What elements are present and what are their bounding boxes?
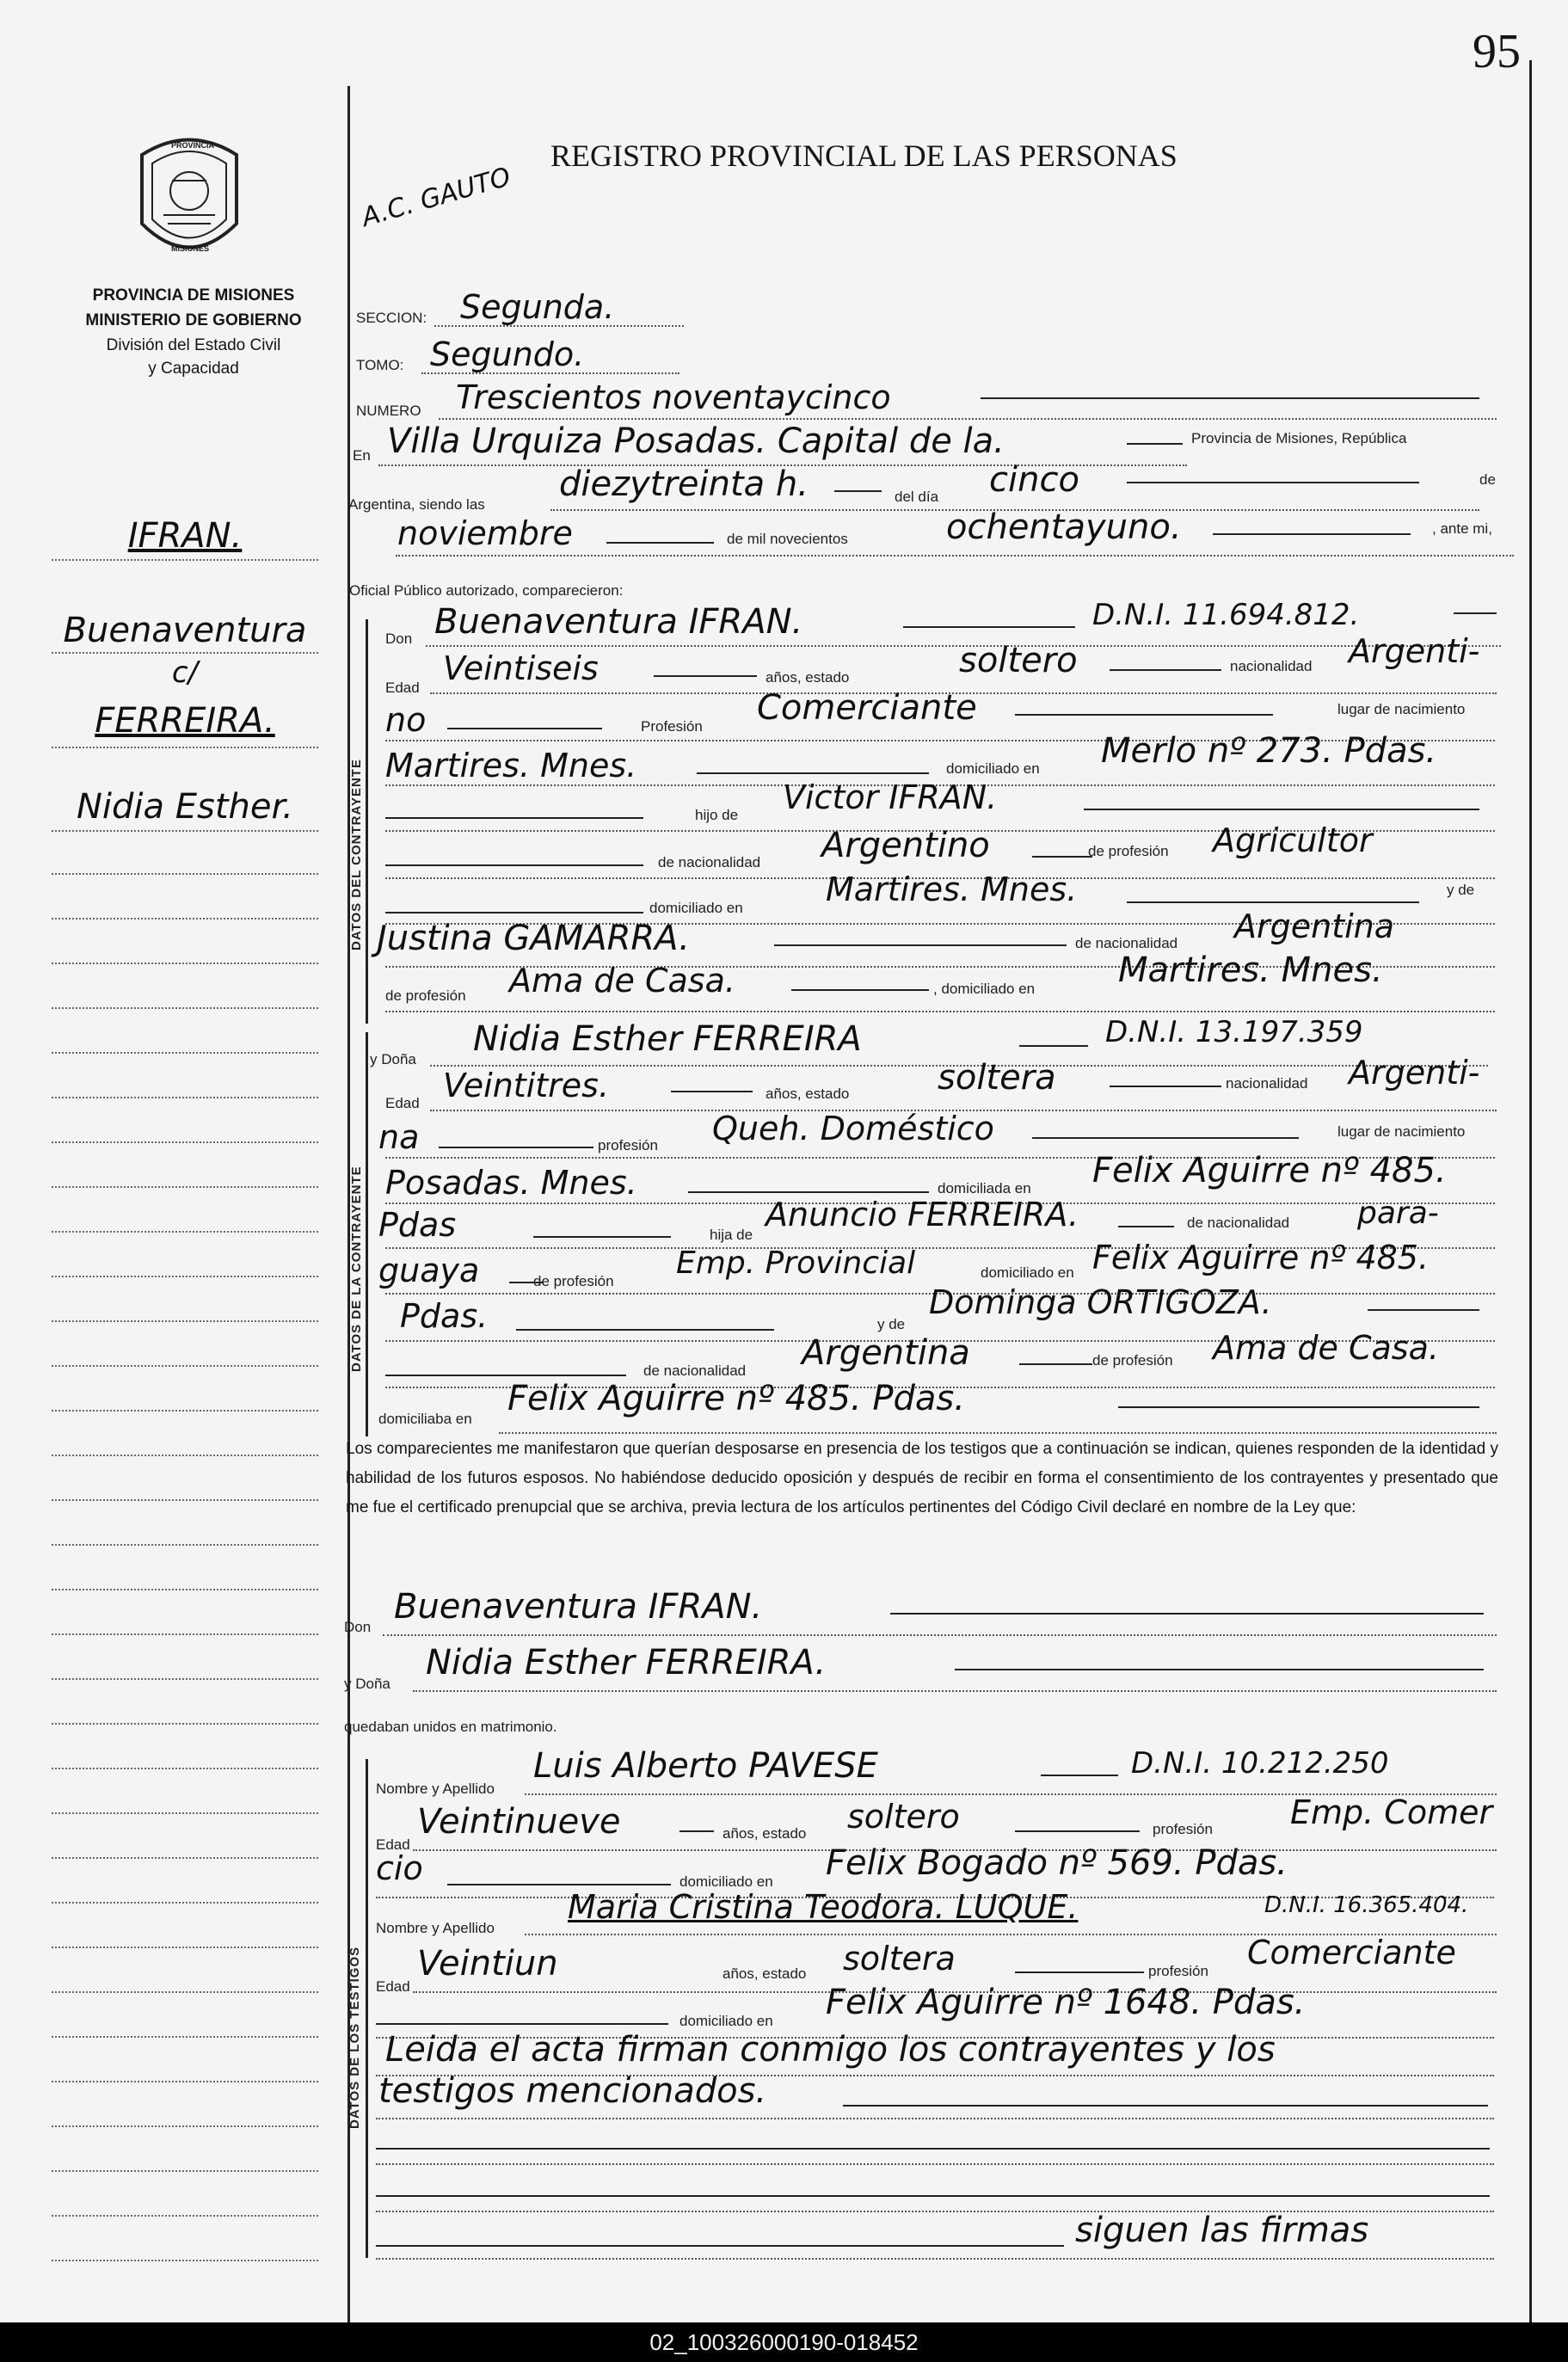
- province-heading: PROVINCIA DE MISIONES: [92, 286, 295, 304]
- contrayente-box-line: [366, 619, 368, 1024]
- contrayenta-madre-nac-label: de nacionalidad: [643, 1362, 747, 1379]
- ministry-heading: MINISTERIO DE GOBIERNO: [85, 311, 302, 329]
- t1-edad-dash: [679, 1830, 714, 1832]
- final-line-2: testigos mencionados.: [378, 2071, 767, 2111]
- t2-dom: Felix Aguirre nº 1648. Pdas.: [826, 1983, 1306, 2022]
- tomo-dots: [421, 372, 679, 374]
- seccion-dots: [434, 325, 684, 327]
- contrayente-edad: Veintiseis: [443, 649, 599, 687]
- contrayente-domicilio: Merlo nº 273. Pdas.: [1101, 731, 1437, 771]
- margin-rule: [52, 2170, 318, 2172]
- seccion-label: SECCION:: [356, 310, 427, 326]
- margin-rule: [52, 1902, 318, 1904]
- nacionalidad-label: nacionalidad: [1230, 658, 1313, 674]
- contrayenta-dom-label: domiciliada en: [938, 1180, 1031, 1196]
- contrayente-dni: D.N.I. 11.694.812.: [1092, 598, 1360, 632]
- numero-dash: [981, 397, 1479, 399]
- lugar-nac-dash: [697, 772, 929, 774]
- t1-nombre-dash: [1041, 1775, 1118, 1776]
- madre-prof-dash: [791, 989, 929, 991]
- padre-nac-dash-a: [385, 864, 643, 866]
- contrayenta-madre-prof-label: de profesión: [1092, 1352, 1173, 1369]
- numero-value: Trescientos noventaycinco: [456, 378, 891, 416]
- contrayenta-domicilio: Felix Aguirre nº 485.: [1092, 1151, 1447, 1190]
- oficial-label: Oficial Público autorizado, comparecieron:: [349, 582, 624, 599]
- t2-estado: soltera: [843, 1940, 956, 1978]
- padre-dom-dash-a: [385, 912, 643, 913]
- margin-rule: [52, 1231, 318, 1233]
- contrayenta-nacionalidad-a: Argenti-: [1349, 1054, 1480, 1092]
- contrayente-madre-dom: Martires. Mnes.: [1118, 950, 1383, 990]
- tomo-label: TOMO:: [356, 357, 404, 373]
- final-line-2-dash: [843, 2105, 1488, 2107]
- contrayenta-edad: Veintitres.: [443, 1067, 610, 1104]
- padre-dom-label: domiciliado en: [649, 900, 743, 916]
- margin-rule: [52, 2260, 318, 2261]
- margin-rule: [52, 2215, 318, 2217]
- margin-line-2: [52, 652, 318, 654]
- margin-rule: [52, 1052, 318, 1054]
- contrayenta-prof-label: profesión: [598, 1137, 658, 1153]
- t1-edad-label: Edad: [376, 1836, 410, 1853]
- numero-label: NUMERO: [356, 403, 421, 419]
- statement-dona-dots: [413, 1690, 1497, 1692]
- t1-edad: Veintinueve: [417, 1802, 621, 1842]
- margin-name-5: Nidia Esther.: [76, 787, 293, 827]
- mes-dots: [396, 555, 1514, 557]
- t2-prof: Comerciante: [1247, 1934, 1456, 1971]
- profesion-dash: [1015, 714, 1273, 716]
- blank-dots-1: [376, 2163, 1494, 2165]
- statement-dona-label: y Doña: [344, 1676, 390, 1692]
- contrayente-lugar-nac: Martires. Mnes.: [385, 747, 637, 784]
- nac-b-dash: [447, 728, 602, 729]
- ante-label: , ante mi,: [1432, 520, 1492, 537]
- statement-don-label: Don: [344, 1619, 372, 1635]
- blank-line-2: [376, 2195, 1490, 2197]
- contrayenta-padre-dom-b: Pdas.: [400, 1297, 489, 1335]
- dia-dash: [1127, 482, 1419, 483]
- contrayenta-box-line: [366, 1032, 368, 1436]
- contrayente-estado-dash: [1110, 669, 1221, 671]
- hijo-dash: [385, 817, 643, 819]
- contrayente-madre: Justina GAMARRA.: [377, 919, 691, 958]
- contrayenta-madre-nac-dash-b: [1019, 1363, 1092, 1365]
- lugar-dash: [1127, 443, 1183, 445]
- statement-dona: Nidia Esther FERREIRA.: [426, 1643, 827, 1682]
- margin-name-4: FERREIRA.: [95, 701, 275, 741]
- mes-dash: [606, 542, 714, 544]
- numero-dots: [439, 418, 1497, 420]
- margin-name-1: IFRAN.: [127, 516, 243, 556]
- margin-rule: [52, 1947, 318, 1948]
- division-line1: División del Estado Civil: [106, 336, 281, 354]
- madre-prof-dots: [385, 1011, 1495, 1012]
- contrayenta-padre-prof-label: de profesión: [533, 1273, 614, 1289]
- contrayenta-madre: Dominga ORTIGOZA.: [929, 1283, 1272, 1321]
- y-de-label: y de: [1447, 882, 1475, 898]
- contrayente-estado: soltero: [959, 641, 1078, 680]
- anio-label: de mil novecientos: [727, 531, 848, 547]
- contrayente-profesion: Comerciante: [757, 688, 977, 728]
- contrayente-madre-nac: Argentina: [1234, 907, 1395, 945]
- anios-estado-label: años, estado: [766, 669, 850, 686]
- margin-line-4: [52, 830, 318, 832]
- margin-rule: [52, 1857, 318, 1859]
- madre-dash: [774, 944, 1067, 946]
- en-label: En: [353, 447, 371, 464]
- hora-dash: [834, 490, 882, 492]
- margin-rule: [52, 1097, 318, 1098]
- statement-closing: quedaban unidos en matrimonio.: [344, 1719, 557, 1735]
- contrayente-padre-prof: Agricultor: [1213, 821, 1373, 859]
- t2-dom-dash-a: [376, 2023, 668, 2025]
- contrayente-section-label: DATOS DEL CONTRAYENTE: [349, 759, 364, 950]
- contrayenta-nacionalidad-b: na: [378, 1118, 420, 1156]
- t1-estado-dash: [1015, 1830, 1140, 1832]
- final-line-1: Leida el acta firman conmigo los contrayentes y los: [385, 2030, 1276, 2070]
- contrayenta-madre-dom-dash: [1118, 1406, 1479, 1408]
- contrayenta-nac-b-dash: [439, 1147, 593, 1148]
- blank-line-1: [376, 2148, 1490, 2150]
- margin-rule: [52, 918, 318, 920]
- contrayente-padre-nac: Argentino: [821, 826, 990, 865]
- mes-value: noviembre: [397, 514, 573, 552]
- contrayenta-padre-prof: Emp. Provincial: [676, 1246, 916, 1281]
- t2-anios-label: años, estado: [723, 1965, 807, 1982]
- t1-prof-label: profesión: [1153, 1821, 1213, 1837]
- madre-prof-label: de profesión: [385, 987, 466, 1004]
- contrayenta-nac-label: nacionalidad: [1226, 1075, 1308, 1092]
- padre-nac-label: de nacionalidad: [658, 854, 761, 870]
- t1-prof-b-dash: [447, 1884, 671, 1885]
- t2-estado-dash: [1015, 1971, 1144, 1973]
- t1-nombre-label: Nombre y Apellido: [376, 1781, 495, 1797]
- page-number: 95: [1473, 25, 1521, 78]
- t1-anios-label: años, estado: [723, 1825, 807, 1842]
- contrayenta-nombre-dash: [1019, 1045, 1088, 1047]
- margin-rule: [52, 2036, 318, 2038]
- margin-rule: [52, 1499, 318, 1501]
- contrayenta-estado: soltera: [938, 1058, 1056, 1098]
- margin-rule: [52, 2125, 318, 2127]
- contrayenta-lugar-label: lugar de nacimiento: [1337, 1123, 1466, 1140]
- stamp-annotation: A.C. GAUTO: [358, 162, 514, 233]
- tomo-value: Segundo.: [430, 335, 585, 373]
- statement-paragraph: Los comparecientes me manifestaron que querían desposarse en presencia de los testigos que a continuación se indican, quienes responden de la identidad y habilidad de los futuros esposos. No habiéndose deducido oposición y después de recibir en forma el consentimiento de los contrayentes y presentado que me fue el certificado prenupcial que se archiva, previa lectura de los artículos pertinentes del Código Civil declaré en nombre de la Ley que:: [346, 1440, 1498, 1516]
- argentina-label: Argentina, siendo las: [348, 496, 485, 513]
- contrayenta-padre-nac-b: guaya: [378, 1252, 480, 1289]
- t1-dom-label: domiciliado en: [679, 1873, 773, 1890]
- t2-edad: Veintiun: [417, 1944, 558, 1984]
- contrayenta-madre-nac-dash-a: [385, 1375, 626, 1376]
- contrayenta-anios-label: años, estado: [766, 1086, 850, 1102]
- t1-dni: D.N.I. 10.212.250: [1131, 1746, 1389, 1781]
- contrayenta-padre-dom-b-dash: [516, 1329, 774, 1331]
- margin-rule: [52, 1768, 318, 1769]
- lugar-nac-label: lugar de nacimiento: [1337, 701, 1466, 717]
- margin-rule: [52, 1365, 318, 1367]
- contrayente-nacionalidad-b: no: [385, 701, 427, 739]
- contrayente-nacionalidad-a: Argenti-: [1349, 632, 1480, 670]
- contrayente-dni-dash: [1454, 612, 1497, 614]
- document-title: REGISTRO PROVINCIAL DE LAS PERSONAS: [550, 138, 1178, 173]
- testigos-box-line: [366, 1759, 368, 2258]
- contrayenta-nombre: Nidia Esther FERREIRA: [473, 1019, 862, 1059]
- contrayenta-prof-dash: [1032, 1137, 1299, 1139]
- hijo-label: hijo de: [695, 807, 739, 823]
- contrayenta-y-de-label: y de: [877, 1316, 906, 1332]
- t1-estado: soltero: [847, 1798, 960, 1836]
- anio-dash: [1213, 533, 1411, 535]
- madre-nac-label: de nacionalidad: [1075, 935, 1178, 951]
- margin-rule: [52, 1455, 318, 1456]
- margin-rule: [52, 1589, 318, 1590]
- margin-rule: [52, 873, 318, 875]
- image-code-footer: 02_100326000190-018452: [0, 2322, 1568, 2362]
- don-label: Don: [385, 630, 413, 647]
- contrayenta-padre-nac-label: de nacionalidad: [1187, 1215, 1290, 1231]
- contrayenta-madre-dom-dots: [499, 1432, 1497, 1434]
- contrayenta-madre-dash: [1368, 1309, 1479, 1311]
- del-dia-label: del día: [895, 489, 939, 505]
- t2-prof-label: profesión: [1148, 1963, 1208, 1979]
- margin-rule: [52, 1991, 318, 1993]
- contrayente-padre: Victor IFRAN.: [783, 778, 998, 816]
- margin-rule: [52, 1723, 318, 1725]
- right-border-line: [1529, 60, 1532, 2322]
- padre-dom-dash-b: [1127, 901, 1419, 903]
- contrayenta-dni: D.N.I. 13.197.359: [1105, 1015, 1363, 1049]
- margin-rule: [52, 1320, 318, 1322]
- provincial-seal: [133, 129, 245, 267]
- margin-line-1: [52, 559, 318, 561]
- contrayenta-domicilio-b: Pdas: [378, 1206, 457, 1244]
- margin-rule: [52, 1544, 318, 1546]
- contrayenta-padre-dom-label: domiciliado en: [981, 1264, 1074, 1281]
- contrayenta-madre-nac: Argentina: [802, 1333, 970, 1373]
- t1-prof-a: Emp. Comer: [1290, 1793, 1493, 1831]
- padre-nac-dash-b: [1032, 856, 1092, 858]
- t2-dni: D.N.I. 16.365.404.: [1264, 1892, 1469, 1918]
- seal-text-bottom: MISIONES: [171, 244, 210, 253]
- contrayente-edad-dash: [654, 675, 757, 677]
- profesion-label: Profesión: [641, 718, 703, 735]
- margin-name-2: Buenaventura: [63, 611, 307, 650]
- statement-don: Buenaventura IFRAN.: [394, 1587, 763, 1627]
- margin-rule: [52, 2081, 318, 2082]
- hora-value: diezytreinta h.: [559, 464, 809, 504]
- contrayenta-madre-dom: Felix Aguirre nº 485. Pdas.: [507, 1379, 965, 1418]
- statement-don-dash: [890, 1613, 1484, 1615]
- edad-label: Edad: [385, 680, 420, 696]
- de-label: de: [1479, 471, 1496, 488]
- hija-label: hija de: [710, 1227, 753, 1243]
- margin-rule: [52, 1678, 318, 1680]
- dona-label: y Doña: [370, 1051, 416, 1067]
- division-line2: y Capacidad: [148, 360, 239, 378]
- margin-rule: [52, 1186, 318, 1188]
- t2-edad-label: Edad: [376, 1978, 410, 1995]
- provincia-label: Provincia de Misiones, República: [1191, 430, 1407, 446]
- contrayente-nombre-dash: [903, 626, 1075, 628]
- signature-dash: [376, 2245, 1064, 2247]
- contrayente-nombre: Buenaventura IFRAN.: [434, 602, 803, 642]
- t1-nombre: Luis Alberto PAVESE: [533, 1746, 878, 1786]
- contrayenta-edad-dash: [671, 1091, 753, 1092]
- padre-dash: [1084, 809, 1479, 810]
- margin-name-3: c/: [171, 655, 199, 690]
- contrayenta-padre-dash: [1118, 1226, 1174, 1227]
- seal-text-top: PROVINCIA: [171, 141, 215, 150]
- contrayente-madre-prof: Ama de Casa.: [509, 962, 735, 1000]
- margin-rule: [52, 1141, 318, 1143]
- dia-value: cinco: [989, 460, 1079, 500]
- margin-rule: [52, 1812, 318, 1814]
- contrayenta-padre-nac-a: para-: [1357, 1196, 1439, 1231]
- t2-dom-label: domiciliado en: [679, 2013, 773, 2029]
- contrayenta-section-label: DATOS DE LA CONTRAYENTE: [349, 1166, 364, 1372]
- statement-dona-dash: [955, 1669, 1484, 1670]
- margin-rule: [52, 1007, 318, 1009]
- testigos-section-label: DATOS DE LOS TESTIGOS: [347, 1946, 362, 2129]
- domicilio-label: domiciliado en: [946, 760, 1040, 777]
- t2-nombre: Maria Cristina Teodora. LUQUE.: [568, 1888, 1079, 1926]
- margin-rule: [52, 1276, 318, 1277]
- signature-dots: [376, 2258, 1494, 2260]
- t1-prof-b: cio: [376, 1849, 423, 1887]
- contrayenta-padre: Anuncio FERREIRA.: [766, 1196, 1079, 1233]
- anio-value: ochentayuno.: [946, 507, 1182, 547]
- contrayenta-dom-b-dash: [533, 1236, 671, 1238]
- contrayenta-lugar-nac: Posadas. Mnes.: [385, 1164, 637, 1202]
- margin-rule: [52, 963, 318, 964]
- contrayenta-profesion: Queh. Doméstico: [712, 1110, 994, 1147]
- contrayenta-edad-label: Edad: [385, 1095, 420, 1111]
- signature-note: siguen las firmas: [1075, 2211, 1369, 2250]
- contrayenta-madre-prof: Ama de Casa.: [1213, 1329, 1439, 1367]
- t1-dom: Felix Bogado nº 569. Pdas.: [826, 1843, 1288, 1883]
- contrayenta-lugar-dash: [688, 1191, 929, 1193]
- margin-line-3: [52, 747, 318, 748]
- margin-rule: [52, 1410, 318, 1412]
- statement-don-dots: [383, 1634, 1497, 1636]
- padre-prof-label: de profesión: [1088, 843, 1169, 859]
- madre-dom-label: , domiciliado en: [933, 981, 1036, 997]
- t2-nombre-label: Nombre y Apellido: [376, 1920, 495, 1936]
- contrayenta-madre-dom-label: domiciliaba en: [378, 1411, 472, 1427]
- contrayente-padre-dom: Martires. Mnes.: [826, 870, 1078, 908]
- margin-rule: [52, 1633, 318, 1635]
- contrayenta-padre-dom: Felix Aguirre nº 485.: [1092, 1239, 1430, 1276]
- seccion-value: Segunda.: [460, 288, 615, 326]
- final-line-2-dots: [376, 2118, 1494, 2119]
- contrayenta-estado-dash: [1110, 1086, 1221, 1087]
- lugar-value: Villa Urquiza Posadas. Capital de la.: [387, 421, 1005, 461]
